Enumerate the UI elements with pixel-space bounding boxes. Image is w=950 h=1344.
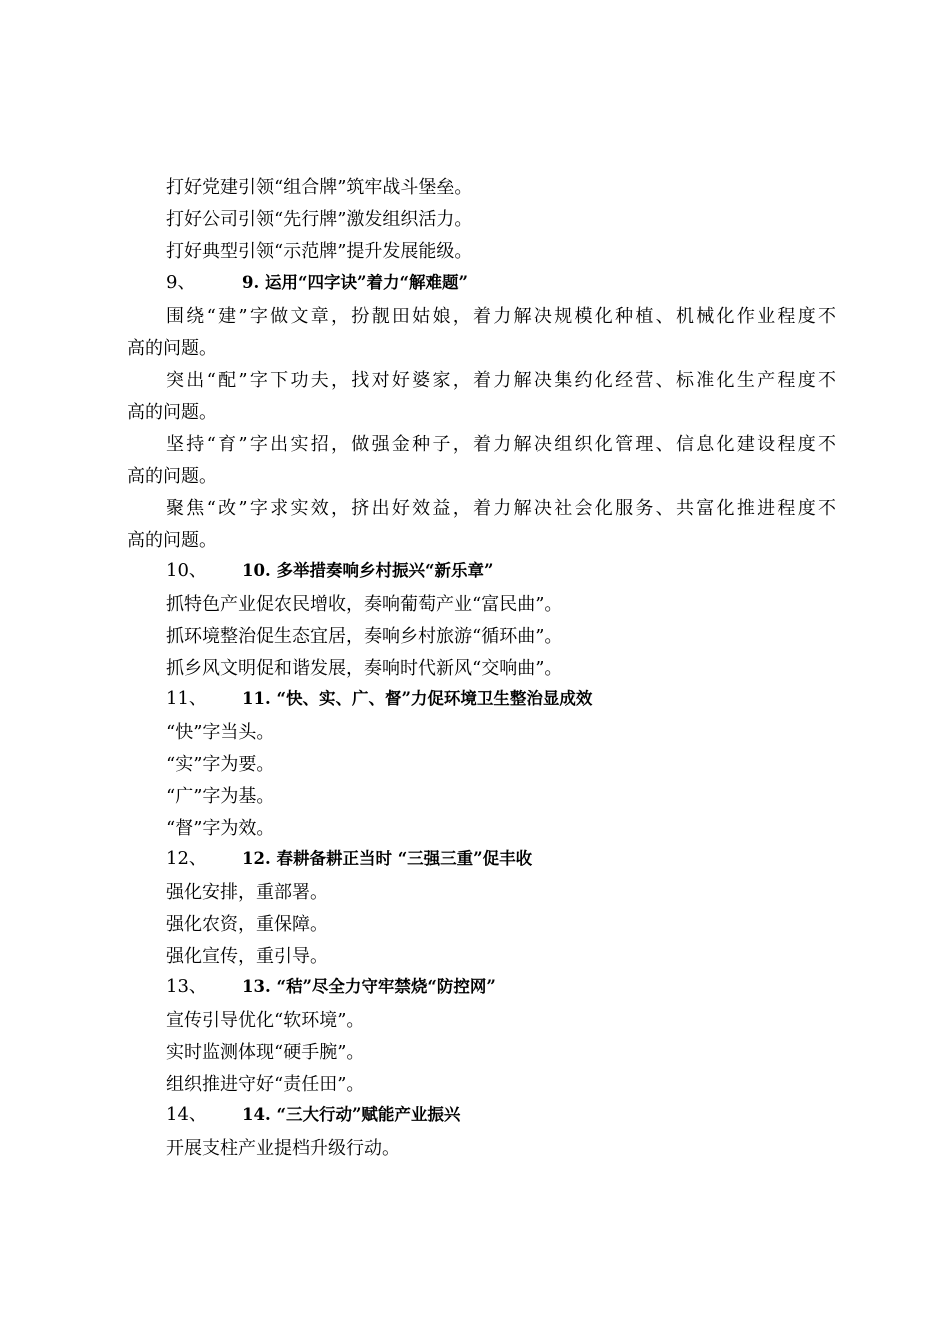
section-title: 13. “秸”尽全力守牢禁烧“防控网”	[242, 977, 496, 996]
section-number: 11、	[166, 688, 207, 709]
paragraph-line: 高的问题。	[127, 402, 217, 423]
section-number: 9、	[166, 272, 196, 293]
section-title: 11. “快、实、广、督”力促环境卫生整治显成效	[242, 689, 593, 708]
paragraph-line: 高的问题。	[127, 530, 217, 551]
section-title: 9. 运用“四字诀”着力“解难题”	[242, 273, 468, 292]
text-line: 开展支柱产业提档升级行动。	[166, 1138, 400, 1159]
text-line: 宣传引导优化“软环境”。	[166, 1010, 365, 1031]
text-line: 强化宣传，重引导。	[166, 946, 328, 967]
paragraph-line: 高的问题。	[127, 338, 217, 359]
section-number: 10、	[166, 560, 207, 581]
section-number: 14、	[166, 1104, 207, 1125]
text-line: 抓乡风文明促和谐发展，奏响时代新风“交响曲”。	[166, 658, 563, 679]
paragraph-line: 突出“配”字下功夫，找对好婆家，着力解决集约化经营、标准化生产程度不	[166, 370, 836, 391]
text-line: 打好党建引领“组合牌”筑牢战斗堡垒。	[166, 177, 473, 198]
section-number: 12、	[166, 848, 207, 869]
text-line: 打好典型引领“示范牌”提升发展能级。	[166, 241, 473, 262]
section-title: 10. 多举措奏响乡村振兴“新乐章”	[242, 561, 494, 580]
text-line: “快”字当头。	[166, 722, 275, 743]
paragraph-line: 坚持“育”字出实招，做强金种子，着力解决组织化管理、信息化建设程度不	[166, 434, 836, 455]
text-line: 强化安排，重部署。	[166, 882, 328, 903]
paragraph-line: 聚焦“改”字求实效，挤出好效益，着力解决社会化服务、共富化推进程度不	[166, 498, 836, 519]
text-line: 抓环境整治促生态宜居，奏响乡村旅游“循环曲”。	[166, 626, 563, 647]
text-line: 组织推进守好“责任田”。	[166, 1074, 365, 1095]
section-title: 14. “三大行动”赋能产业振兴	[242, 1105, 461, 1124]
section-title: 12. 春耕备耕正当时 “三强三重”促丰收	[242, 849, 533, 868]
text-line: 打好公司引领“先行牌”激发组织活力。	[166, 209, 473, 230]
text-line: “实”字为要。	[166, 754, 275, 775]
text-line: “督”字为效。	[166, 818, 275, 839]
text-line: 实时监测体现“硬手腕”。	[166, 1042, 365, 1063]
paragraph-line: 围绕“建”字做文章，扮靓田姑娘，着力解决规模化种植、机械化作业程度不	[166, 306, 836, 327]
section-number: 13、	[166, 976, 207, 997]
paragraph-line: 高的问题。	[127, 466, 217, 487]
text-line: 抓特色产业促农民增收，奏响葡萄产业“富民曲”。	[166, 594, 563, 615]
text-line: “广”字为基。	[166, 786, 275, 807]
text-line: 强化农资，重保障。	[166, 914, 328, 935]
